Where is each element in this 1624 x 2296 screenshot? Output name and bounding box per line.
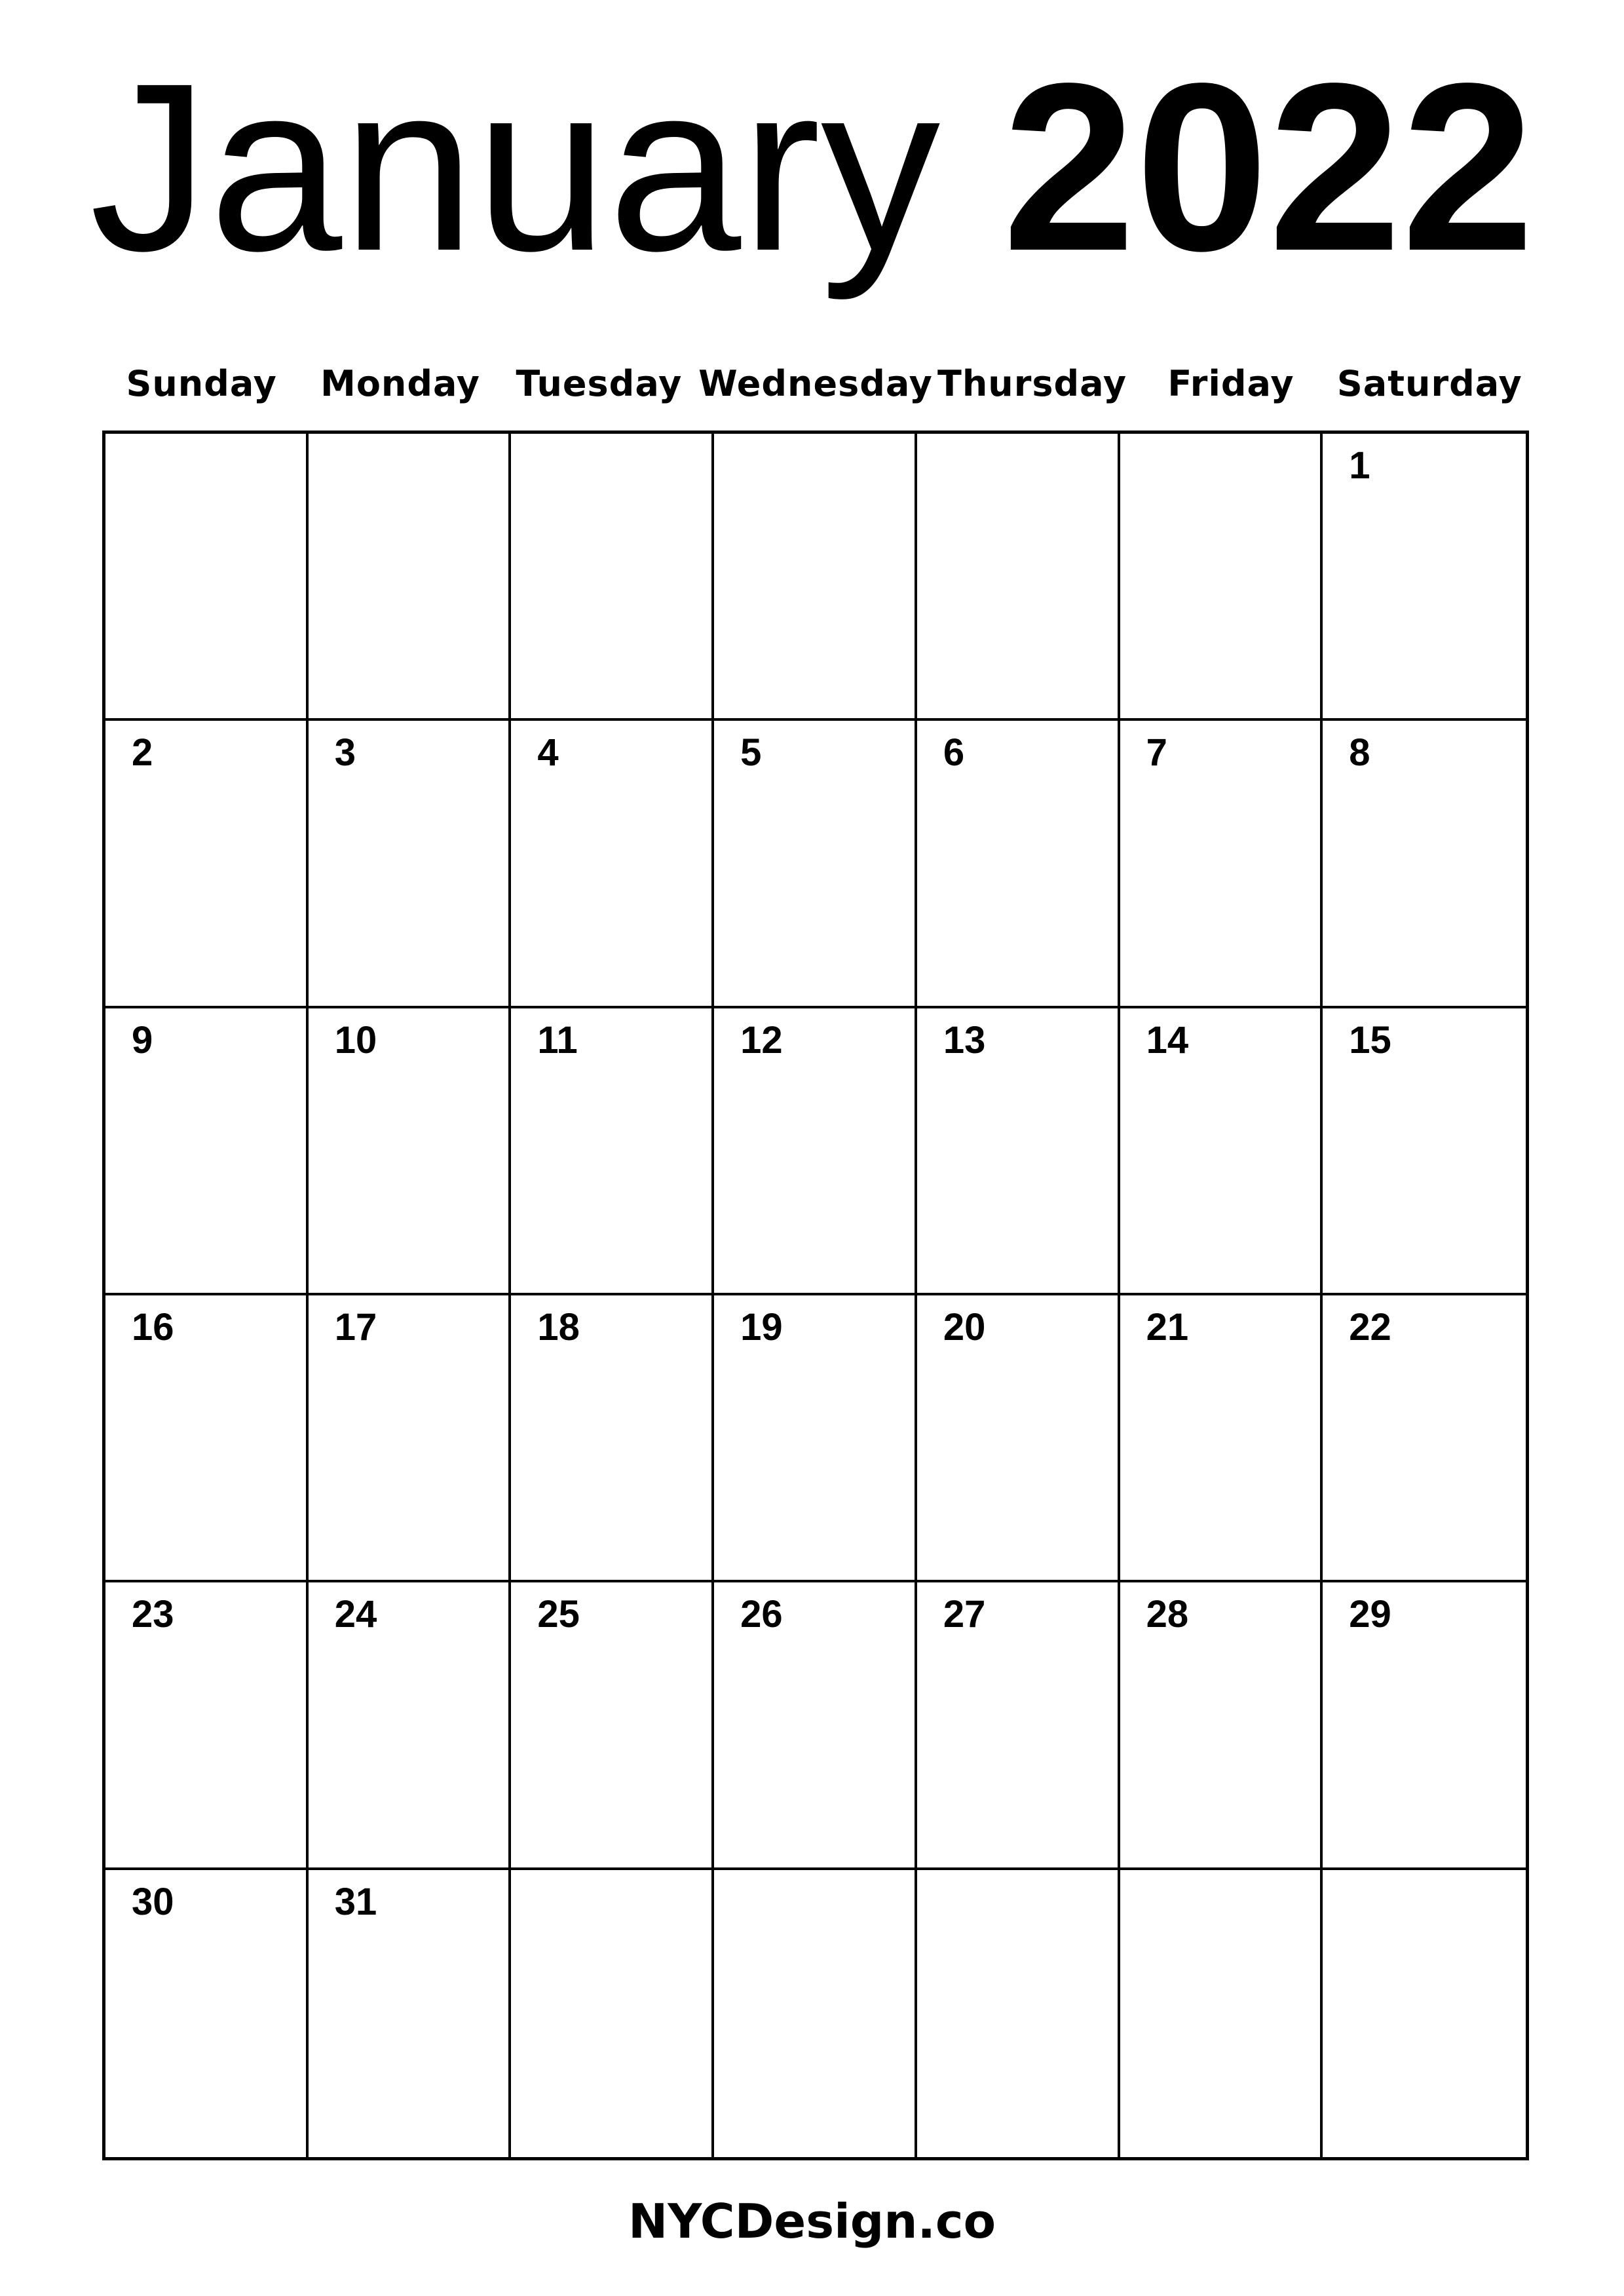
day-number: 14 bbox=[1146, 1018, 1189, 1062]
day-cell bbox=[1323, 434, 1526, 721]
day-cell bbox=[1120, 1008, 1323, 1295]
day-number: 11 bbox=[537, 1018, 578, 1062]
day-cell bbox=[511, 1008, 714, 1295]
weekday-wednesday: Wednesday bbox=[698, 362, 933, 404]
day-number: 13 bbox=[943, 1018, 986, 1062]
month-name: January bbox=[89, 33, 941, 301]
day-cell bbox=[105, 721, 309, 1008]
day-cell bbox=[714, 721, 917, 1008]
day-cell bbox=[714, 1582, 917, 1869]
day-cell bbox=[309, 434, 512, 721]
weekday-friday: Friday bbox=[1167, 362, 1294, 404]
day-number: 6 bbox=[943, 731, 965, 775]
day-cell bbox=[105, 1582, 309, 1869]
day-number: 23 bbox=[132, 1593, 174, 1636]
day-number: 7 bbox=[1146, 731, 1167, 775]
day-cell bbox=[309, 1295, 512, 1582]
weekday-header-row bbox=[102, 357, 1529, 410]
day-cell bbox=[105, 434, 309, 721]
day-cell bbox=[917, 721, 1120, 1008]
day-number: 22 bbox=[1349, 1306, 1391, 1349]
day-cell bbox=[714, 1295, 917, 1582]
day-number: 2 bbox=[132, 731, 153, 775]
day-cell bbox=[511, 1295, 714, 1582]
day-cell bbox=[1323, 1008, 1526, 1295]
day-cell bbox=[309, 1582, 512, 1869]
day-number: 24 bbox=[334, 1593, 377, 1636]
day-cell bbox=[1323, 1582, 1526, 1869]
footer-brand: NYCDesign.co bbox=[628, 2194, 996, 2249]
day-cell bbox=[309, 1870, 512, 2157]
day-cell bbox=[1323, 1295, 1526, 1582]
weekday-tuesday: Tuesday bbox=[516, 362, 683, 404]
day-number: 31 bbox=[334, 1880, 377, 1923]
day-number: 1 bbox=[1349, 444, 1370, 487]
day-cell bbox=[511, 1582, 714, 1869]
calendar-grid bbox=[102, 430, 1529, 2160]
day-cell bbox=[1120, 1582, 1323, 1869]
year: 2022 bbox=[1002, 33, 1535, 301]
weekday-saturday: Saturday bbox=[1336, 362, 1522, 404]
day-number: 30 bbox=[132, 1880, 174, 1923]
day-cell bbox=[917, 434, 1120, 721]
day-number: 26 bbox=[740, 1593, 783, 1636]
day-number: 10 bbox=[334, 1018, 377, 1062]
day-number: 29 bbox=[1349, 1593, 1391, 1636]
day-number: 17 bbox=[334, 1306, 377, 1349]
day-number: 21 bbox=[1146, 1306, 1189, 1349]
day-number: 5 bbox=[740, 731, 762, 775]
day-number: 27 bbox=[943, 1593, 986, 1636]
day-cell bbox=[105, 1870, 309, 2157]
day-number: 16 bbox=[132, 1306, 174, 1349]
day-number: 4 bbox=[537, 731, 559, 775]
day-cell bbox=[105, 1008, 309, 1295]
day-number: 15 bbox=[1349, 1018, 1391, 1062]
day-cell bbox=[714, 434, 917, 721]
day-cell bbox=[714, 1870, 917, 2157]
day-number: 3 bbox=[334, 731, 356, 775]
weekday-sunday: Sunday bbox=[126, 362, 277, 404]
day-cell bbox=[309, 721, 512, 1008]
day-number: 9 bbox=[132, 1018, 153, 1062]
day-cell bbox=[1120, 434, 1323, 721]
day-number: 12 bbox=[740, 1018, 783, 1062]
weekday-monday: Monday bbox=[320, 362, 480, 404]
day-number: 18 bbox=[537, 1306, 580, 1349]
day-cell bbox=[105, 1295, 309, 1582]
day-cell bbox=[1323, 721, 1526, 1008]
day-cell bbox=[309, 1008, 512, 1295]
day-cell bbox=[511, 721, 714, 1008]
day-cell bbox=[714, 1008, 917, 1295]
day-cell bbox=[917, 1582, 1120, 1869]
day-cell bbox=[917, 1870, 1120, 2157]
day-number: 19 bbox=[740, 1306, 783, 1349]
weekday-thursday: Thursday bbox=[937, 362, 1127, 404]
day-cell bbox=[511, 1870, 714, 2157]
day-cell bbox=[917, 1008, 1120, 1295]
day-number: 25 bbox=[537, 1593, 580, 1636]
day-number: 28 bbox=[1146, 1593, 1189, 1636]
day-cell bbox=[917, 1295, 1120, 1582]
day-cell bbox=[1323, 1870, 1526, 2157]
day-number: 8 bbox=[1349, 731, 1370, 775]
day-cell bbox=[511, 434, 714, 721]
day-cell bbox=[1120, 1870, 1323, 2157]
day-cell bbox=[1120, 1295, 1323, 1582]
day-cell bbox=[1120, 721, 1323, 1008]
calendar-title bbox=[0, 33, 1624, 301]
day-number: 20 bbox=[943, 1306, 986, 1349]
